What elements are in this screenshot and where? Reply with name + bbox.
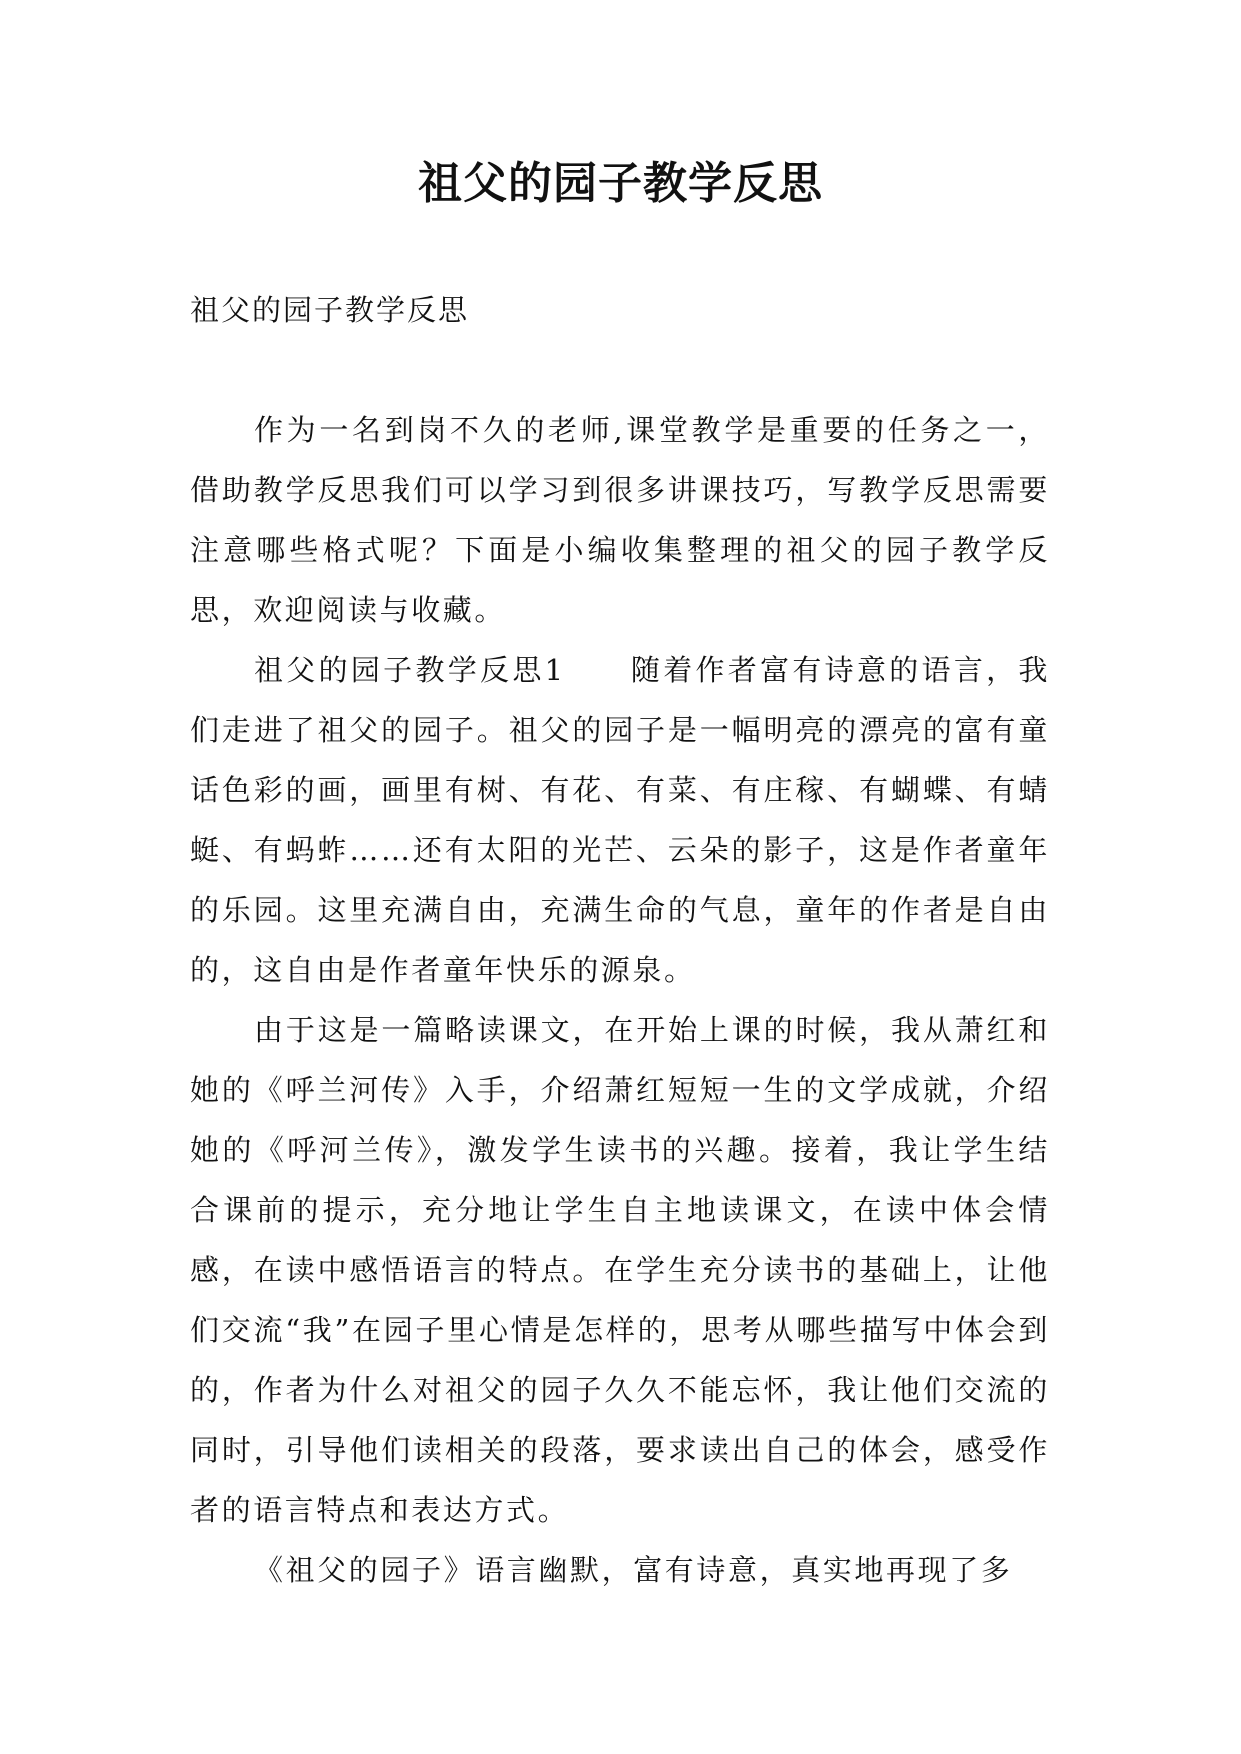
document-subtitle: 祖父的园子教学反思 [190,293,470,327]
document-title: 祖父的园子教学反思 [418,158,823,209]
body-paragraph: 作为一名到岗不久的老师,课堂教学是重要的任务之一，借助教学反思我们可以学习到很多讲课技巧，写教学反思需要注意哪些格式呢？下面是小编收集整理的祖父的园子教学反思，欢迎阅读与收藏。 [190,413,1050,627]
document-body [190,400,1050,1600]
body-paragraph: 祖父的园子教学反思1 随着作者富有诗意的语言，我们走进了祖父的园子。祖父的园子是一幅明亮的漂亮的富有童话色彩的画，画里有树、有花、有菜、有庄稼、有蝴蝶、有蜻蜓、有蚂蚱……还有太阳的光芒、云朵的影子，这是作者童年的乐园。这里充满自由，充满生命的气息，童年的作者是自由的，这自由是作者童年快乐的源泉。 [190,653,1050,987]
body-paragraph: 由于这是一篇略读课文，在开始上课的时候，我从萧红和她的《呼兰河传》入手，介绍萧红短短一生的文学成就，介绍她的《呼河兰传》，激发学生读书的兴趣。接着，我让学生结合课前的提示，充分地让学生自主地读课文，在读中体会情感，在读中感悟语言的特点。在学生充分读书的基础上，让他们交流“我”在园子里心情是怎样的，思考从哪些描写中体会到的，作者为什么对祖父的园子久久不能忘怀，我让他们交流的同时，引导他们读相关的段落，要求读出自己的体会，感受作者的语言特点和表达方式。 [190,1013,1050,1527]
body-paragraph: 《祖父的园子》语言幽默，富有诗意，真实地再现了多 [254,1553,1013,1587]
